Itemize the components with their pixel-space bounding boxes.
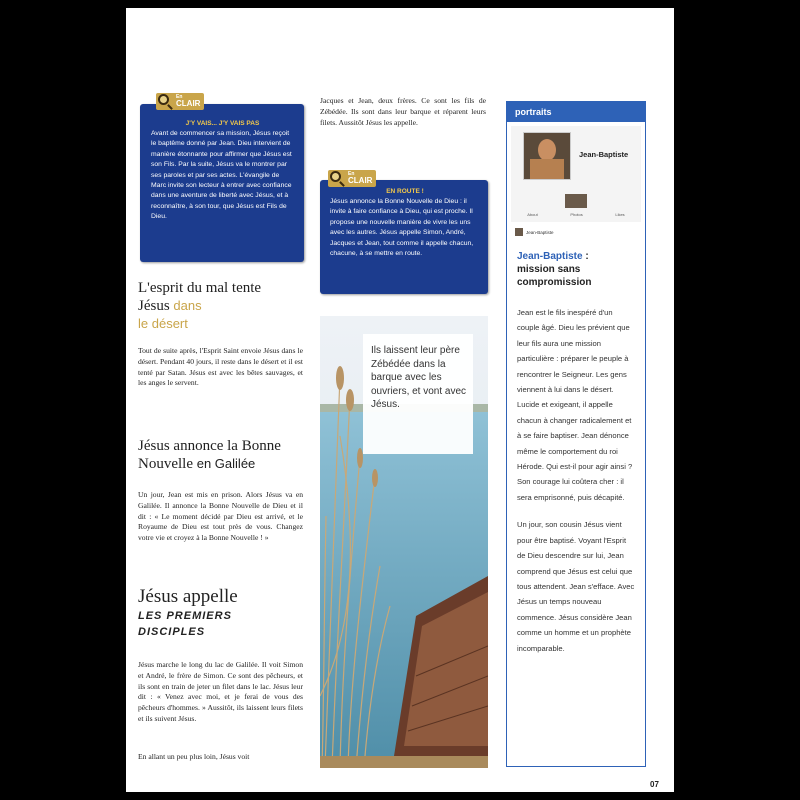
title-part: Jésus <box>138 298 170 314</box>
author-avatar <box>515 228 523 236</box>
photo-caption <box>363 334 473 454</box>
magnifier-icon <box>158 94 169 105</box>
tag-small: En <box>348 171 355 177</box>
title-sub: DISCIPLES <box>138 626 206 638</box>
section-text-desert: Tout de suite après, l'Esprit Saint envoie Jésus dans le désert. Pendant 40 jours, il reste dans le désert et il est tenté par Satan. Jésus est avec les bêtes sauvages, et les anges le servent. <box>138 346 303 388</box>
title-accent: dans <box>173 298 202 313</box>
post-title-name: Jean-Baptiste <box>517 251 583 262</box>
post-paragraph-1: Jean est le fils inespéré d'un couple âgé. Dieu les prévient que leur fils aura une mission particulière : préparer le peuple à rencontrer le Seigneur. Les gens viennent à lui dans le désert. Lucide et exigeant, il appelle chacun à changer radicalement et à se faire baptiser. Jean dénonce même le comportement du roi Hérode. Qui est-il pour agir ainsi ? Son courage lui coûtera cher : il sera emprisonné, puis décapité. <box>517 308 633 502</box>
section-title-desert <box>138 280 298 333</box>
post-author <box>515 228 637 236</box>
caption-text: Ils laissent leur père Zébédée dans la barque avec les ouvriers, et vont avec Jésus. <box>371 345 467 410</box>
box-text: Avant de commencer sa mission, Jésus reçoit le baptême donné par Jean. Dieu intervient de manière étonnante pour affirmer que Jésus est son Fils. Par la suite, Jésus va le montrer par ses paroles et par ses actes. L'évangile de Marc invite son lecteur à entrer avec confiance dans une aventure de liberté avec Jésus, et à reconnaître, à son tour, que Jésus est Fils de Dieu. <box>151 130 292 221</box>
section-text-galilee: Un jour, Jean est mis en prison. Alors Jésus va en Galilée. Il annonce la Bonne Nouvelle de Dieu et il dit : « Le moment décidé par Dieu est arrivé, et le Royaume de Dieu est tout près de vous. Changez votre vie et croyez à la Bonne Nouvelle ! » <box>138 490 303 543</box>
section-title-disciples <box>138 586 308 640</box>
title-part: Nouvelle <box>138 456 193 472</box>
tab-photos[interactable]: Photos <box>570 212 583 217</box>
post-title <box>517 250 635 289</box>
tab-about[interactable]: About <box>527 212 538 217</box>
post-title-text: mission sans compromission <box>517 264 592 288</box>
en-clair-tag <box>156 93 204 110</box>
profile-name: Jean-Baptiste <box>579 150 629 159</box>
portraits-panel <box>506 101 646 767</box>
magnifier-icon <box>330 171 341 182</box>
box-title: J'Y VAIS... J'Y VAIS PAS <box>185 120 260 127</box>
post-paragraph-2: Un jour, son cousin Jésus vient pour être baptisé. Voyant l'Esprit de Dieu descendre sur lui, Jean comprend que Jésus est celui que tous attendent. Jean s'efface. Avec Jésus un temps nouveau commence. Jésus considère Jean comme un homme et un prophète incomparable. <box>517 520 635 653</box>
title-part: Jésus annonce la Bonne <box>138 438 281 454</box>
title-sub: LES PREMIERS <box>138 610 232 622</box>
title-part: L'esprit du mal tente <box>138 280 262 296</box>
section-text-disciples-2: En allant un peu plus loin, Jésus voit <box>138 752 250 761</box>
tab-likes[interactable]: Likes <box>615 212 625 217</box>
column-text-top: Jacques et Jean, deux frères. Ce sont les fils de Zébédée. Ils sont dans leur barque et réparent leurs filets. Aussitôt Jésus les appelle. <box>320 96 486 127</box>
title-accent: le désert <box>138 316 188 331</box>
en-clair-box-1 <box>140 104 304 262</box>
section-text-disciples: Jésus marche le long du lac de Galilée. Il voit Simon et André, le frère de Simon. Ce sont des pêcheurs, et ils sont en train de jeter un filet dans le lac. Jésus leur dit : « Venez avec moi, et je ferai de vous des pêcheurs d'hommes. » Aussitôt, ils laissent leurs filets et ils suivent Jésus. <box>138 660 303 723</box>
tag-big: CLAIR <box>348 176 373 185</box>
title-accent: en Galilée <box>196 456 256 471</box>
profile-picture <box>523 132 571 180</box>
post-title-colon: : <box>582 251 589 262</box>
portraits-header: portraits <box>507 102 645 122</box>
section-title-galilee <box>138 438 308 473</box>
profile-tabs <box>511 212 641 217</box>
profile-card <box>511 126 641 222</box>
profile-thumbnail <box>565 194 587 208</box>
tag-big: CLAIR <box>176 99 201 108</box>
en-clair-box-2 <box>320 180 488 294</box>
page-number: 07 <box>650 780 659 789</box>
title-main: Jésus appelle <box>138 586 238 607</box>
author-name: Jean-Baptiste <box>526 229 554 235</box>
en-clair-tag <box>328 170 376 187</box>
box-text: Jésus annonce la Bonne Nouvelle de Dieu : il invite à faire confiance à Dieu, qui est proche. Il propose une nouvelle manière de vivre les uns avec les autres. Jésus appelle Simon, André, Jacques et Jean, tout comme il appelle chacun, chacune, à se mettre en route. <box>330 198 474 258</box>
box-title: EN ROUTE ! <box>386 188 424 195</box>
tag-small: En <box>176 94 183 100</box>
